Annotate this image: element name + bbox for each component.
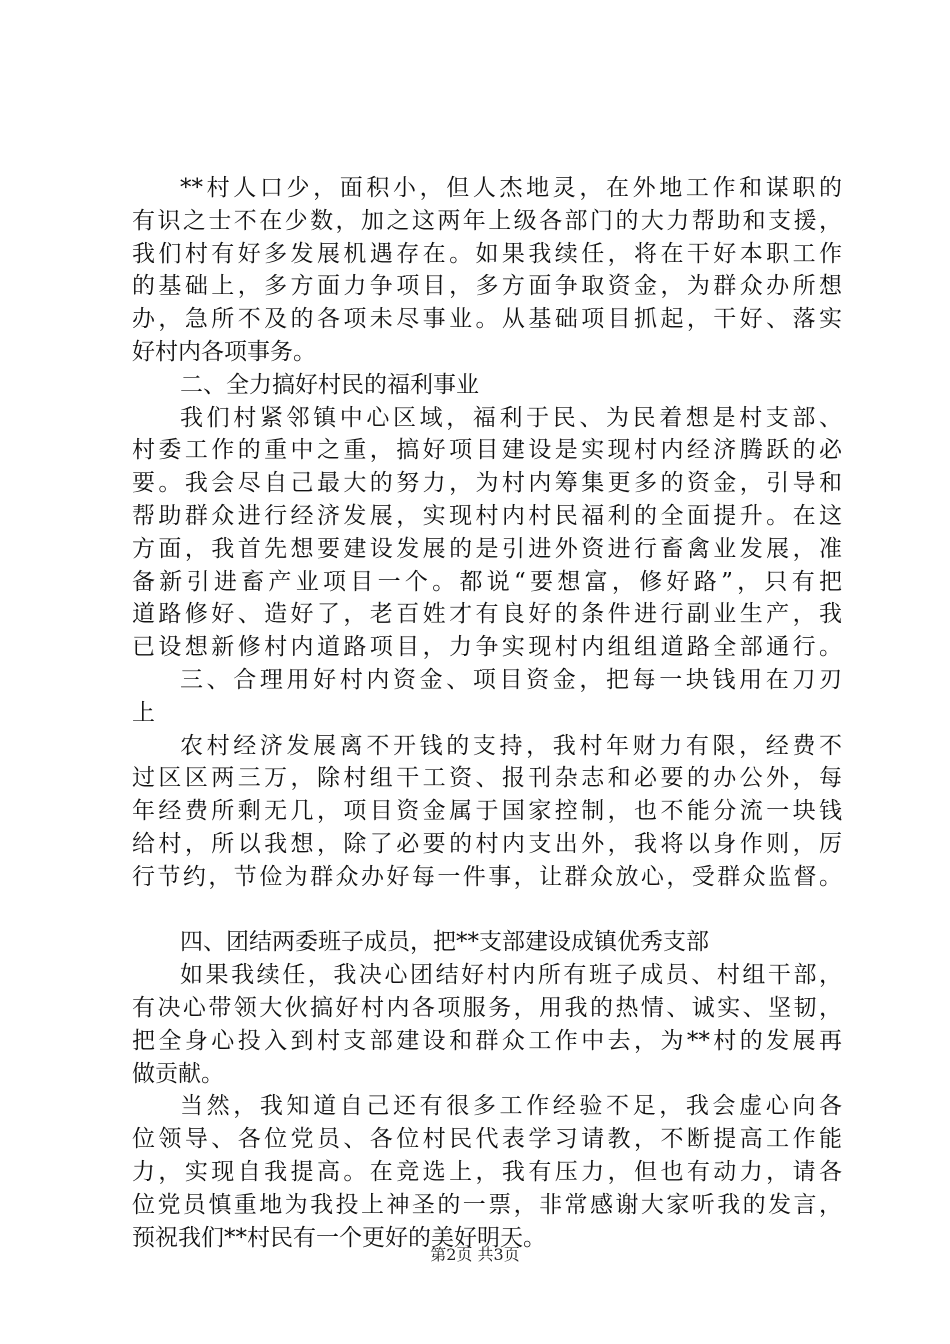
text-line: 有识之士不在少数，加之这两年上级各部门的大力帮助和支援， <box>132 207 842 234</box>
text-line: 二、全力搞好村民的福利事业 <box>180 371 479 398</box>
text-line: 农村经济发展离不开钱的支持，我村年财力有限，经费不 <box>180 732 842 759</box>
text-line: 四、团结两委班子成员，把**支部建设成镇优秀支部 <box>180 929 709 956</box>
blank-line <box>132 894 842 927</box>
text-line: 要。我会尽自己最大的努力，为村内筹集更多的资金，引导和 <box>132 470 842 497</box>
text-line: 过区区两三万，除村组干工资、报刊杂志和必要的办公外，每 <box>132 765 842 792</box>
text-line: 好村内各项事务。 <box>132 338 316 365</box>
text-line: 把全身心投入到村支部建设和群众工作中去，为**村的发展再 <box>132 1027 842 1054</box>
text-line: 行节约，节俭为群众办好每一件事，让群众放心，受群众监督。 <box>132 863 842 890</box>
text-line: 上 <box>132 699 155 726</box>
text-line: 备新引进畜产业项目一个。都说“要想富，修好路”，只有把 <box>132 568 842 595</box>
text-line: 村委工作的重中之重，搞好项目建设是实现村内经济腾跃的必 <box>132 437 842 464</box>
text-line: 做贡献。 <box>132 1060 224 1087</box>
text-line: 当然，我知道自己还有很多工作经验不足，我会虚心向各 <box>180 1093 842 1120</box>
text-line: 我们村紧邻镇中心区域，福利于民、为民着想是村支部、 <box>180 404 842 431</box>
document-body <box>132 172 842 1254</box>
text-line: 帮助群众进行经济发展，实现村内村民福利的全面提升。在这 <box>132 502 842 529</box>
page-footer: 第2页 共3页 <box>430 1245 520 1264</box>
text-line: 年经费所剩无几，项目资金属于国家控制，也不能分流一块钱 <box>132 798 842 825</box>
text-line: 道路修好、造好了，老百姓才有良好的条件进行副业生产，我 <box>132 601 842 628</box>
text-line: **村人口少，面积小，但人杰地灵，在外地工作和谋职的 <box>180 175 842 201</box>
text-line: 位党员慎重地为我投上神圣的一票，非常感谢大家听我的发言， <box>132 1191 842 1218</box>
text-line: 的基础上，多方面力争项目，多方面争取资金，为群众办所想 <box>132 273 842 300</box>
text-line: 办，急所不及的各项未尽事业。从基础项目抓起，干好、落实 <box>132 306 842 333</box>
text-line: 如果我续任，我决心团结好村内所有班子成员、村组干部， <box>180 962 842 989</box>
text-line: 方面，我首先想要建设发展的是引进外资进行畜禽业发展，准 <box>132 535 842 562</box>
text-line: 有决心带领大伙搞好村内各项服务，用我的热情、诚实、坚韧， <box>132 994 842 1021</box>
text-line: 已设想新修村内道路项目，力争实现村内组组道路全部通行。 <box>132 634 842 661</box>
text-line: 三、合理用好村内资金、项目资金，把每一块钱用在刀刃 <box>180 666 842 693</box>
text-line: 预祝我们**村民有一个更好的美好明天。 <box>132 1224 546 1251</box>
text-line: 位领导、各位党员、各位村民代表学习请教，不断提高工作能 <box>132 1126 842 1153</box>
text-line: 我们村有好多发展机遇存在。如果我续任，将在干好本职工作 <box>132 240 842 267</box>
text-line: 力，实现自我提高。在竞选上，我有压力，但也有动力，请各 <box>132 1158 842 1185</box>
text-line: 给村，所以我想，除了必要的村内支出外，我将以身作则，厉 <box>132 830 842 857</box>
